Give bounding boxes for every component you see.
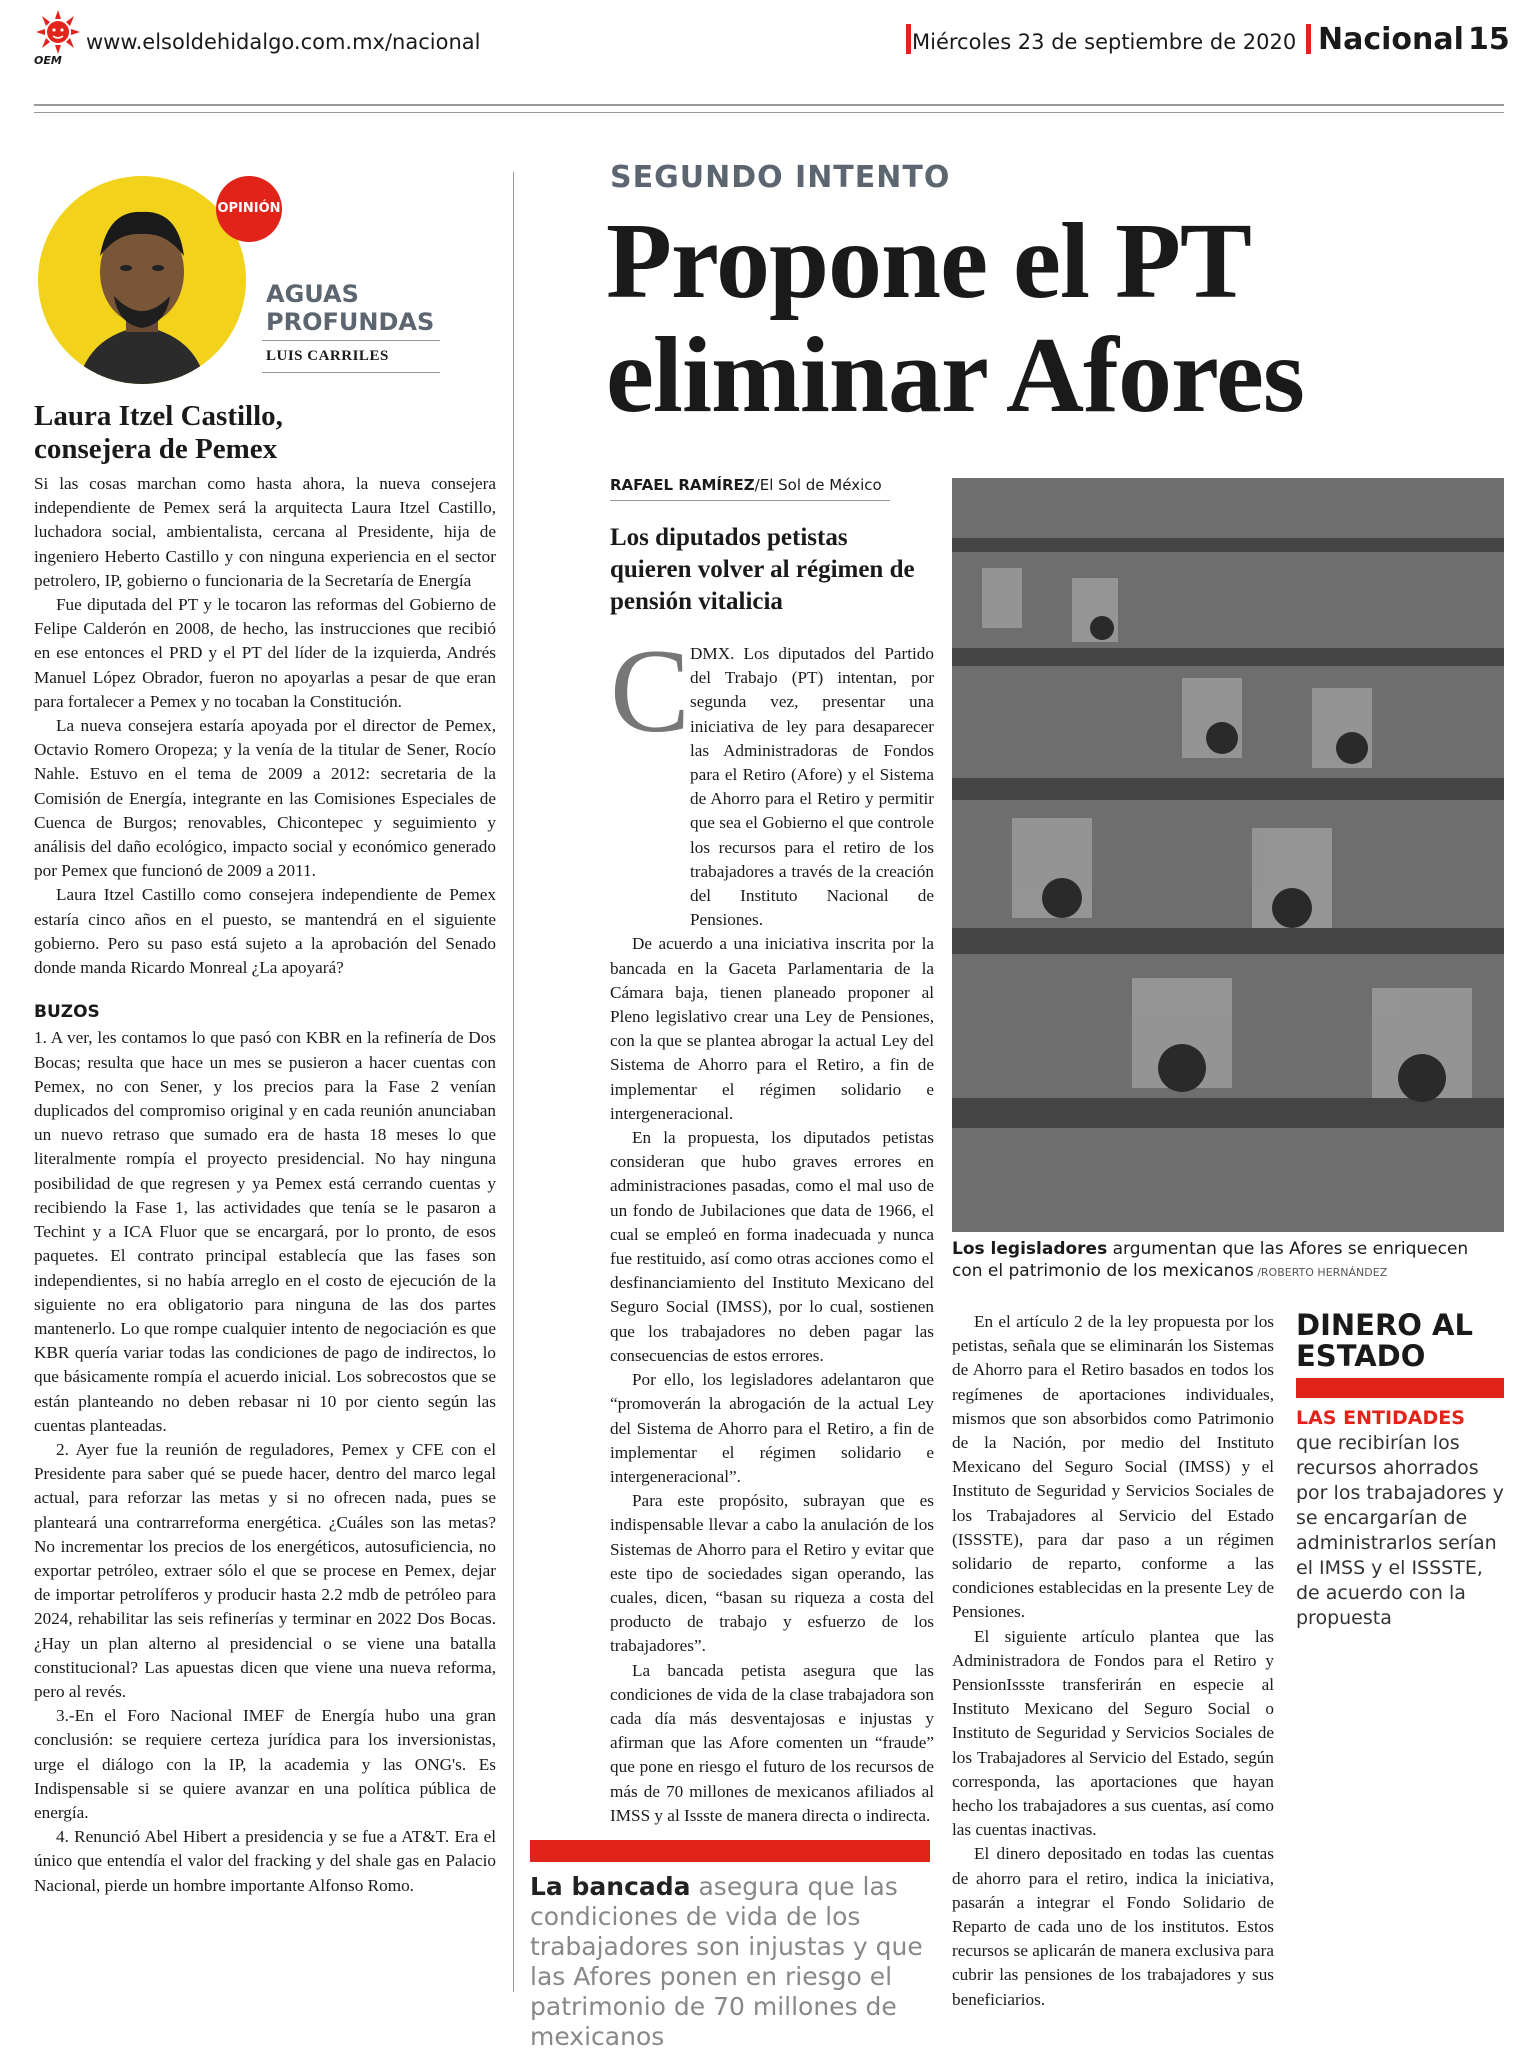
opinion-title bbox=[34, 400, 494, 466]
paragraph: En el artículo 2 de la ley propuesta por los petistas, señala que se eliminarán los Sistemas de Ahorro para el Retiro basados en todos los regímenes de aportaciones individuales, mismos que son absorbidos como Patrimonio de la Nación, por medio del Instituto Mexicano del Seguro Social (IMSS) y el Instituto de Seguridad y Servicios Sociales de los Trabajadores al Servicio del Estado (ISSSTE), para dar paso a un régimen solidario de reparto, conforme a las condiciones establecidas en la presente Ley de Pensiones. bbox=[952, 1312, 1274, 1622]
column-name-line: AGUAS bbox=[266, 280, 359, 308]
site-url[interactable]: www.elsoldehidalgo.com.mx/nacional bbox=[86, 30, 481, 54]
caption-credit: /ROBERTO HERNÁNDEZ bbox=[1253, 1266, 1388, 1279]
article-kicker: SEGUNDO INTENTO bbox=[610, 160, 951, 195]
logo-text: OEM bbox=[34, 54, 62, 67]
sidebar-accent-bar bbox=[1296, 1378, 1504, 1398]
article-column-1 bbox=[610, 642, 934, 1828]
section-name[interactable]: Nacional bbox=[1318, 22, 1464, 57]
opinion-body bbox=[34, 472, 496, 1898]
headline-line: eliminar Afores bbox=[606, 316, 1304, 435]
paragraph: De acuerdo a una iniciativa inscrita por la bancada en la Gaceta Parlamentaria de la Cámara baja, tienen planeado proponer al Pleno legislativo crear una Ley de Pensiones, con la que se plantea abrogar la actual Ley del Sistema de Ahorro para el Retiro, a fin de implementar el régimen solidario e intergeneracional. bbox=[610, 934, 934, 1123]
header-rule bbox=[34, 112, 1504, 113]
paragraph: La nueva consejera estaría apoyada por el director de Pemex, Octavio Romero Oropeza; y la venía de la titular de Sener, Rocío Nahle. Estuvo en el tema de 2009 a 2012: secretaria de la Comisión de Energía, integrante en las Comisiones Especiales de Cuenca de Burgos; renovables, Chicontepec y seguimiento y análisis del daño ecológico, impacto social y económico generado por Pemex que funcionó de 2009 a 2011. bbox=[34, 716, 496, 881]
chamber-photo bbox=[952, 478, 1504, 1232]
paragraph: El siguiente artículo plantea que las Administradora de Fondos para el Retiro y PensionIssste transferirán en especie al Instituto Mexicano del Seguro Social o Instituto de Seguridad y Servicios Sociales de los Trabajadores al Servicio del Estado, según corresponda, las aportaciones que hayan hecho los trabajadores a sus cuentas, así como las cuentas inactivas. bbox=[952, 1626, 1274, 1840]
buzos-heading: BUZOS bbox=[34, 1002, 100, 1023]
paragraph: 1. A ver, les contamos lo que pasó con KBR en la refinería de Dos Bocas; resulta que hace un mes se pusieron a hacer cuentas con Pemex, no con Sener, y los precios para la Fase 2 venían duplicados del compromiso original y en cada reunión anunciaban un nuevo retraso que sumado era de hasta 18 meses lo que literalmente rompía el proyecto presidencial. No hay ninguna posibilidad de que regresen y ya Pemex está cerrando cuentas y recibiendo la Fase 1, las actividades que tenía se le pasaron a Techint y a ICA Fluor que se encargará, por lo pronto, de esos paquetes. El contrato principal establecía que las fases son independientes, si no había arreglo en el costo de ejecución de la siguiente no era obligatorio para ninguna de las dos partes mantenerlo. Lo que rompe cualquier intento de negociación es que KBR quería variar todas las condiciones de pago de indirectos, lo que básicamente rompía el acuerdo inicial. Los sobrecostos que se están planteando no deben rebasar ni 10 por ciento según las cuentas planteadas. bbox=[34, 1028, 496, 1435]
sun-logo-icon bbox=[34, 10, 82, 54]
article-headline bbox=[606, 202, 1506, 435]
header-divider bbox=[906, 24, 911, 54]
headline-line: Propone el PT bbox=[606, 202, 1251, 321]
opinion-badge: OPINIÓN bbox=[216, 176, 282, 242]
paragraph: Si las cosas marchan como hasta ahora, la nueva consejera independiente de Pemex será la arquitecta Laura Itzel Castillo, luchadora social, ambientalista, cercana al Presidente, hija de ingeniero Heberto Castillo y con ninguna experiencia en el sector petrolero, IP, gobierno o funcionaria de la Secretaría de Energía bbox=[34, 474, 496, 590]
column-divider bbox=[513, 172, 514, 1992]
header-rule bbox=[34, 104, 1504, 106]
opinion-title-line: Laura Itzel Castillo, bbox=[34, 400, 283, 432]
column-separator bbox=[262, 372, 440, 373]
column-name-line: PROFUNDAS bbox=[266, 308, 435, 336]
paragraph: 4. Renunció Abel Hibert a presidencia y se fue a AT&T. Era el único que entendía el valor del fracking y del shale gas en Palacio Nacional, pierde un hombre importante Alfonso Romo. bbox=[34, 1827, 496, 1895]
byline-author: RAFAEL RAMÍREZ bbox=[610, 476, 755, 494]
pull-quote bbox=[530, 1872, 930, 2052]
paragraph: En la propuesta, los diputados petistas consideran que hubo graves errores en administraciones pasadas, como el mal uso de un fondo de Jubilaciones que data de 1966, el cual se empleó en forma inadecuada y nunca fue restituido, así como otras acciones como el desfinanciamiento del Instituto Mexicano del Seguro Social (IMSS), por lo cual, sostienen que los trabajadores no deben pagar las consecuencias de estos errores. bbox=[610, 1128, 934, 1365]
article-subhead: Los diputados petistas quieren volver al régimen de pensión vitalicia bbox=[610, 524, 915, 615]
opinion-title-line: consejera de Pemex bbox=[34, 433, 278, 465]
column-name bbox=[266, 280, 446, 336]
paragraph: La bancada petista asegura que las condiciones de vida de la clase trabajadora son cada día más desventajosas e injustas y afirman que las Afore comenten un “fraude” que pone en riesgo el futuro de los recursos de más de 70 millones de mexicanos afiliados al IMSS y al Issste de manera directa o indirecta. bbox=[610, 1660, 934, 1825]
header-divider bbox=[1306, 24, 1311, 54]
caption-text: argumentan que las Afores se enriquecen con el patrimonio de los mexicanos bbox=[952, 1239, 1469, 1281]
column-author: LUIS CARRILES bbox=[266, 348, 389, 364]
pull-quote-body: asegura que las condiciones de vida de los trabajadores son injustas y que las Afores ponen en riesgo el patrimonio de 70 millones de mexicanos bbox=[530, 1872, 923, 2051]
paragraph: Fue diputada del PT y le tocaron las reformas del Gobierno de Felipe Calderón en 2008, de hecho, las instrucciones que recibió en ese entonces el PRD y el PT del líder de la izquierda, Andrés Manuel López Obrador, fueron no apoyarlas a pesar de que eran para fortalecer a Pemex y no tocaban la Constitución. bbox=[34, 595, 496, 711]
paragraph: Laura Itzel Castillo como consejera independiente de Pemex estaría cinco años en el puesto, se mantendrá en el siguiente gobierno. Pero su paso está sujeto a la aprobación del Senado donde manda Ricardo Monreal ¿La apoyará? bbox=[34, 885, 496, 978]
column-separator bbox=[262, 340, 440, 341]
byline-outlet: /El Sol de México bbox=[754, 476, 882, 494]
caption-lead: Los legisladores bbox=[952, 1239, 1108, 1259]
sidebar-text bbox=[1296, 1406, 1506, 1631]
photo-caption bbox=[952, 1238, 1504, 1284]
byline bbox=[610, 476, 882, 494]
sidebar-body: que recibirían los recursos ahorrados por los trabajadores y se encargarían de administrarlos serían el IMSS y el ISSSTE, de acuerdo con la propuesta bbox=[1296, 1432, 1504, 1629]
article-column-2 bbox=[952, 1310, 1274, 2012]
author-portrait bbox=[38, 176, 246, 384]
paragraph: DMX. Los diputados del Partido del Trabajo (PT) intentan, por segunda vez, presentar una iniciativa de ley para desaparecer las Administradoras de Fondos para el Retiro (Afore) y el Sistema de Ahorro para el Retiro y permitir que sea el Gobierno el que controle los recursos para el retiro de los trabajadores a través de la creación del Instituto Nacional de Pensiones. bbox=[690, 644, 934, 930]
issue-date: Miércoles 23 de septiembre de 2020 bbox=[912, 30, 1297, 54]
page-number: 15 bbox=[1468, 22, 1510, 57]
paragraph: El dinero depositado en todas las cuentas de ahorro para el retiro, indica la iniciativa, pasarán a integrar el Fondo Solidario de Reparto de cada uno de los institutos. Estos recursos se aplicarán de manera exclusiva para cubrir las pensiones de los trabajadores y sus beneficiarios. bbox=[952, 1844, 1274, 2009]
byline-rule bbox=[610, 500, 890, 501]
pullquote-accent-bar bbox=[530, 1840, 930, 1862]
paragraph: Para este propósito, subrayan que es indispensable llevar a cabo la anulación de los Sistemas de Ahorro para el Retiro y evitar que este tipo de sociedades sigan operando, las cuales, dicen, “basan su riqueza a costa del producto de trabajo y esfuerzo de los trabajadores”. bbox=[610, 1491, 934, 1656]
paragraph: 2. Ayer fue la reunión de reguladores, Pemex y CFE con el Presidente para saber qué se puede hacer, dentro del marco legal actual, para reforzar las metas y si no ofrecen nada, pues se planteará una contrarreforma energética. ¿Cuáles son las metas? No incrementar los precios de los energéticos, autosuficiencia, no exportar petróleo, extraer sólo el que se procese en Pemex, dejar de importar petrolíferos y producir hasta 2.2 mdb de petróleo para 2024, rehabilitar las seis refinerías y terminar en 2022 Dos Bocas. ¿Hay un plan alterno al presidencial o se viene una batalla constitucional? Las apuestas dicen que viene una nueva reforma, pero al revés. bbox=[34, 1439, 496, 1701]
pull-quote-lead: La bancada bbox=[530, 1872, 691, 1901]
sidebar-lead: LAS ENTIDADES bbox=[1296, 1407, 1465, 1429]
paragraph: Por ello, los legisladores adelantaron que “promoverán la abrogación de la actual Ley del Sistema de Ahorro para el Retiro, a fin de implementar el régimen solidario e intergeneracional”. bbox=[610, 1370, 934, 1486]
sidebar-title: DINERO AL ESTADO bbox=[1296, 1308, 1473, 1373]
drop-cap: C bbox=[610, 624, 691, 757]
paragraph: 3.-En el Foro Nacional IMEF de Energía hubo una gran conclusión: se requiere certeza jurídica para los inversionistas, urge el diálogo con la IP, la academia y las ONG's. Es Indispensable si se quiere avanzar en una política pública de energía. bbox=[34, 1706, 496, 1822]
